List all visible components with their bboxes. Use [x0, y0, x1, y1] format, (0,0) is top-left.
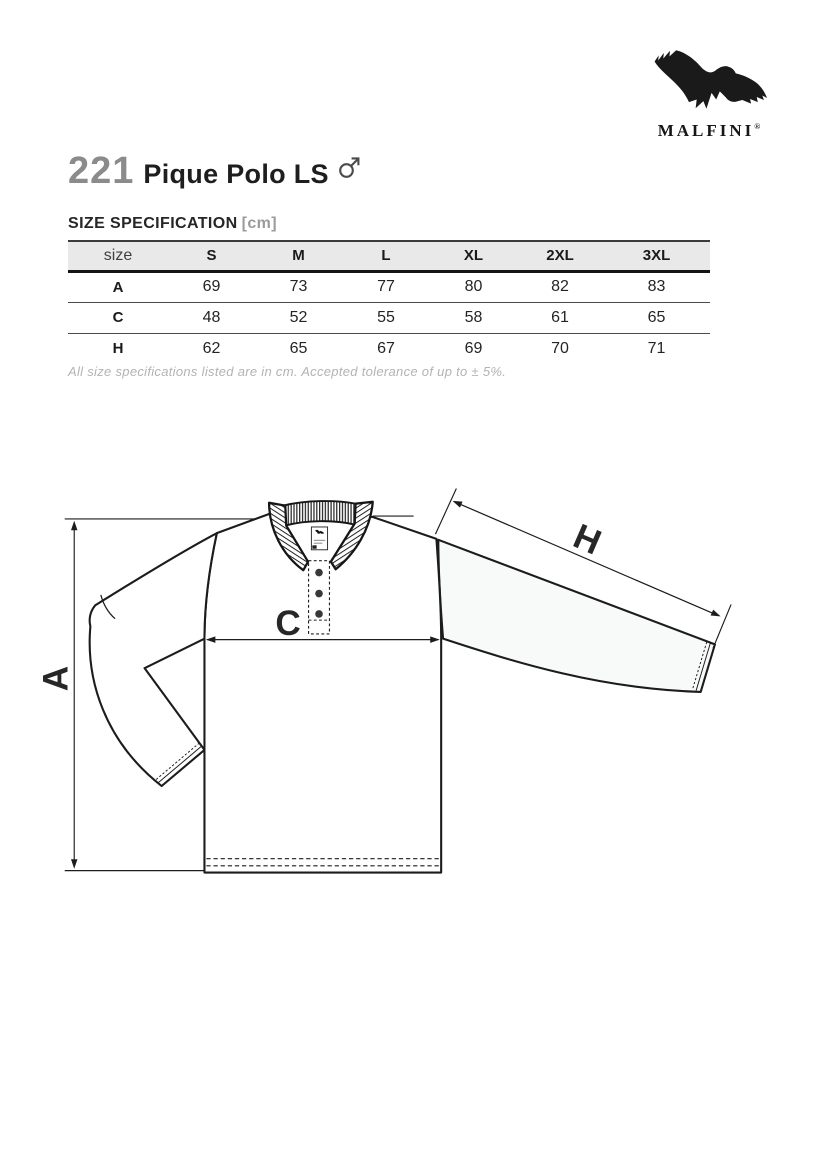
- row-label: A: [112, 278, 124, 296]
- table-row-a: [68, 271, 710, 302]
- eagle-icon: [642, 40, 776, 117]
- header-cell-m: M: [292, 247, 305, 265]
- table-header-row: [68, 241, 710, 271]
- section-unit: [cm]: [241, 215, 277, 232]
- garment-diagram: [40, 470, 810, 910]
- right-sleeve: [438, 540, 731, 692]
- size-cell: 80: [464, 278, 483, 295]
- size-cell: 71: [647, 339, 666, 357]
- button: [315, 610, 323, 618]
- product-code: 221: [68, 150, 135, 192]
- size-cell: 82: [551, 278, 569, 295]
- size-cell: 58: [464, 308, 483, 326]
- size-cell: 65: [647, 308, 666, 326]
- header-cell-l: L: [381, 247, 391, 265]
- size-cell: 77: [377, 278, 395, 295]
- arrowhead-a-bottom: [71, 859, 77, 869]
- product-name: Pique Polo LS: [143, 159, 329, 189]
- dim-label-a: A: [40, 665, 76, 692]
- polo-technical-drawing: [40, 470, 810, 910]
- size-cell: 83: [647, 278, 666, 295]
- size-cell: 62: [202, 339, 221, 357]
- male-icon: [337, 153, 363, 185]
- size-cell: 61: [551, 308, 569, 326]
- section-title: [68, 215, 277, 233]
- size-cell: 48: [202, 308, 221, 326]
- placket: [309, 561, 330, 634]
- row-label: H: [112, 340, 124, 358]
- brand-name-text: MALFINI: [657, 121, 755, 140]
- registered-mark: ®: [754, 122, 761, 131]
- table-row-h: [68, 333, 710, 364]
- dim-label-h: H: [567, 516, 607, 563]
- size-cell: 70: [551, 339, 569, 357]
- table-row-c: [68, 302, 710, 333]
- tolerance-note: All size specifications listed are in cm. Accepted tolerance of up to ± 5%.: [68, 364, 507, 379]
- left-sleeve: [90, 533, 217, 786]
- brand-logo: [635, 40, 783, 141]
- collar-band: [283, 501, 355, 526]
- size-cell: 52: [289, 308, 308, 326]
- arrowhead-h-start: [453, 501, 463, 508]
- size-cell: 67: [377, 339, 395, 357]
- header-cell-s: S: [206, 247, 217, 265]
- arrowhead-h-end: [711, 610, 721, 617]
- product-title: [68, 150, 363, 193]
- button: [315, 569, 323, 577]
- header-cell-size: size: [103, 246, 133, 264]
- row-label: C: [112, 309, 124, 326]
- size-cell: 69: [202, 278, 221, 295]
- header-cell-3xl: 3XL: [642, 247, 671, 265]
- button: [315, 590, 323, 598]
- size-cell: 55: [377, 308, 395, 326]
- size-table: [68, 240, 710, 364]
- extension-line-cuff: [713, 604, 731, 648]
- header-cell-xl: XL: [463, 247, 484, 265]
- dim-label-c: C: [275, 603, 301, 643]
- size-cell: 65: [289, 339, 308, 357]
- arrowhead-a-top: [71, 521, 77, 531]
- section-title-text: SIZE SPECIFICATION: [68, 215, 238, 232]
- header-cell-2xl: 2XL: [546, 247, 574, 265]
- brand-name: [635, 121, 783, 141]
- size-cell: 73: [289, 278, 308, 295]
- neck-label: [311, 527, 327, 550]
- size-cell: 69: [464, 339, 483, 357]
- extension-line-shoulder: [435, 488, 456, 534]
